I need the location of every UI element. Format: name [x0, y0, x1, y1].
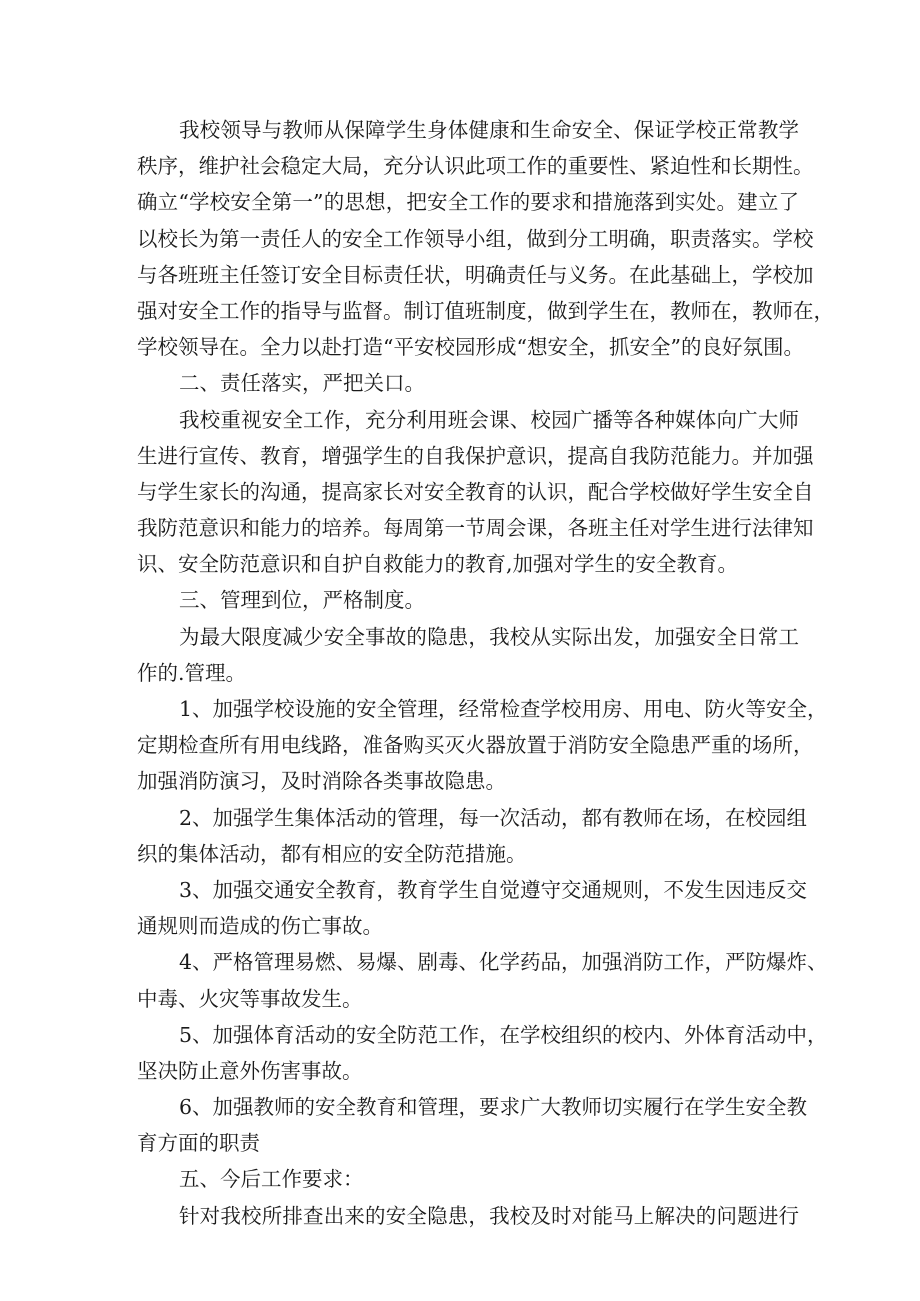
- document-body: [137, 112, 834, 1234]
- text-line: 作的.管理。: [137, 660, 247, 685]
- paragraph: [137, 872, 808, 944]
- text-line: 加强消防演习，及时消除各类事故隐患。: [137, 769, 506, 794]
- text-line: 以校长为第一责任人的安全工作领导小组，做到分工明确，职责落实。学校: [137, 226, 814, 251]
- text-line: 与学生家长的沟通，提高家长对安全教育的认识，配合学校做好学生安全自: [137, 479, 814, 504]
- text-line: 3、加强交通安全教育，教育学生自觉遵守交通规则，不发生因违反交: [179, 877, 808, 902]
- text-line: 我校重视安全工作，充分利用班会课、校园广播等各种媒体向广大师: [179, 407, 799, 432]
- paragraph: [137, 1198, 799, 1234]
- text-line: 育方面的职责: [137, 1131, 260, 1156]
- paragraph: [137, 944, 828, 1016]
- text-line: 我防范意识和能力的培养。每周第一节周会课，各班主任对学生进行法律知: [137, 516, 814, 541]
- paragraph: [137, 619, 799, 691]
- text-line: 学校领导在。全力以赴打造“平安校园形成“想安全，抓安全”的良好氛围。: [137, 335, 804, 360]
- paragraph: [137, 365, 799, 401]
- paragraph: [137, 1017, 828, 1089]
- text-line: 秩序，维护社会稳定大局，充分认识此项工作的重要性、紧迫性和长期性。: [137, 154, 814, 179]
- text-line: 通规则而造成的伤亡事故。: [137, 914, 383, 939]
- text-line: 为最大限度减少安全事故的隐患，我校从实际出发，加强安全日常工: [179, 624, 799, 649]
- text-line: 2、加强学生集体活动的管理，每一次活动，都有教师在场，在校园组: [179, 805, 808, 830]
- text-line: 织的集体活动，都有相应的安全防范措施。: [137, 841, 527, 866]
- paragraph: [137, 112, 834, 365]
- text-line: 定期检查所有用电线路，准备购买灭火器放置于消防安全隐患严重的场所，: [137, 733, 814, 758]
- text-line: 中毒、火灾等事故发生。: [137, 986, 363, 1011]
- text-line: 我校领导与教师从保障学生身体健康和生命安全、保证学校正常教学: [179, 118, 799, 142]
- text-line: 生进行宣传、教育，增强学生的自我保护意识，提高自我防范能力。并加强: [137, 443, 814, 468]
- paragraph: [137, 1089, 808, 1161]
- text-line: 1、加强学校设施的安全管理，经常检查学校用房、用电、防火等安全，: [179, 697, 828, 721]
- paragraph: [137, 582, 799, 618]
- text-line: 针对我校所排查出来的安全隐患，我校及时对能马上解决的问题进行: [179, 1203, 799, 1228]
- paragraph: [137, 800, 808, 872]
- text-line: 三、管理到位，严格制度。: [179, 588, 425, 613]
- text-line: 确立“学校安全第一”的思想，把安全工作的要求和措施落到实处。建立了: [137, 190, 799, 215]
- text-line: 强对安全工作的指导与监督。制订值班制度，做到学生在，教师在，教师在，: [137, 298, 834, 323]
- paragraph: [137, 402, 814, 583]
- paragraph: [137, 1161, 799, 1197]
- text-line: 5、加强体育活动的安全防范工作，在学校组织的校内、外体育活动中，: [179, 1022, 828, 1047]
- text-line: 与各班班主任签订安全目标责任状，明确责任与义务。在此基础上，学校加: [137, 262, 814, 287]
- text-line: 五、今后工作要求：: [179, 1167, 364, 1192]
- text-line: 坚决防止意外伤害事故。: [137, 1058, 363, 1083]
- text-line: 识、安全防范意识和自护自救能力的教育,加强对学生的安全教育。: [137, 552, 739, 577]
- text-line: 6、加强教师的安全教育和管理，要求广大教师切实履行在学生安全教: [179, 1095, 808, 1120]
- text-line: 4、严格管理易燃、易爆、剧毒、化学药品，加强消防工作，严防爆炸、: [179, 950, 828, 975]
- paragraph: [137, 691, 828, 800]
- text-line: 二、责任落实，严把关口。: [179, 371, 425, 396]
